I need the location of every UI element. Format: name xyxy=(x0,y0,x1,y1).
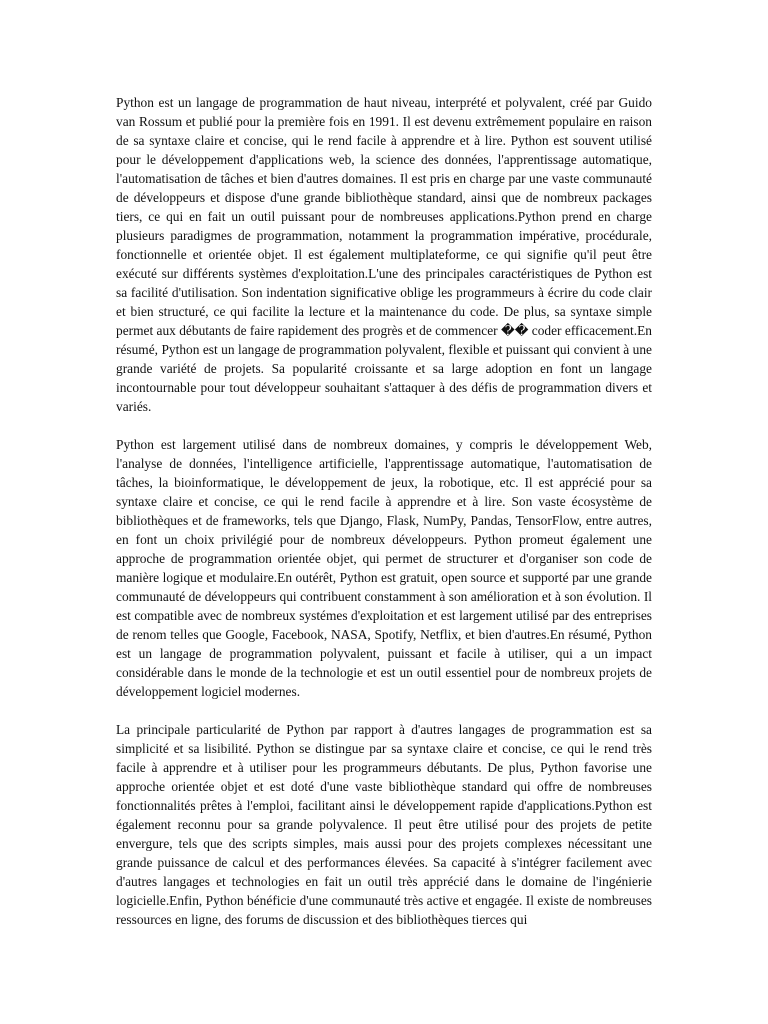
paragraph-3: La principale particularité de Python par rapport à d'autres langages de programmation est sa simplicité et sa lisibilité. Python se distingue par sa syntaxe claire et concise, ce qui le rend très facile à apprendre et à utiliser pour les programmeurs débutants. De plus, Python favorise une approche orientée objet et est doté d'une vaste bibliothèque standard qui offre de nombreuses fonctionnalités prêtes à l'emploi, facilitant ainsi le développement rapide d'applications.Python est également reconnu pour sa grande polyvalence. Il peut être utilisé pour des projets de petite envergure, tels que des scripts simples, mais aussi pour des projets complexes nécessitant une grande puissance de calcul et des performances élevées. Sa capacité à s'intégrer facilement avec d'autres langages et technologies en fait un outil très apprécié dans le domaine de l'ingénierie logicielle.Enfin, Python bénéficie d'une communauté très active et engagée. Il existe de nombreuses ressources en ligne, des forums de discussion et des bibliothèques tierces qui xyxy=(116,722,652,927)
paragraph-1: Python est un langage de programmation de haut niveau, interprété et polyvalent, créé par Guido van Rossum et publié pour la première fois en 1991. Il est devenu extrêmement populaire en raison de sa syntaxe claire et concise, qui le rend facile à apprendre et à lire. Python est souvent utilisé pour le développement d'applications web, la science des données, l'apprentissage automatique, l'automatisation de tâches et bien d'autres domaines. Il est pris en charge par une vaste communauté de développeurs et dispose d'une grande bibliothèque standard, ainsi que de nombreux packages tiers, ce qui en fait un outil puissant pour de nombreuses applications.Python prend en charge plusieurs paradigmes de programmation, notamment la programmation impérative, procédurale, fonctionnelle et orientée objet. Il est également multiplateforme, ce qui signifie qu'il peut être exécuté sur différents systèmes d'exploitation.L'une des principales caractéristiques de Python est sa facilité d'utilisation. Son indentation significative oblige les programmeurs à écrire du code clair et bien structuré, ce qui facilite la lecture et la maintenance du code. De plus, sa syntaxe simple permet aux débutants de faire rapidement des progrès et de commencer �� coder efficacement.En résumé, Python est un langage de programmation polyvalent, flexible et puissant qui convient à une grande variété de projets. Sa popularité croissante et sa large adoption en font un langage incontournable pour tout développeur souhaitant s'attaquer à des défis de programmation divers et variés. xyxy=(116,95,652,414)
paragraph-2: Python est largement utilisé dans de nombreux domaines, y compris le développement Web, l'analyse de données, l'intelligence artificielle, l'apprentissage automatique, l'automatisation de tâches, la bioinformatique, le développement de jeux, la robotique, etc. Il est apprécié pour sa syntaxe claire et concise, ce qui le rend facile à apprendre et à lire. Son vaste écosystème de bibliothèques et de frameworks, tels que Django, Flask, NumPy, Pandas, TensorFlow, entre autres, en font un choix privilégié pour de nombreux développeurs. Python promeut également une approche de programmation orientée objet, qui permet de structurer et d'organiser son code de manière logique et modulaire.En outérêt, Python est gratuit, open source et supporté par une grande communauté de développeurs qui contribuent constamment à son amélioration et à son évolution. Il est compatible avec de nombreux systémes d'exploitation et est largement utilisé par des entreprises de renom telles que Google, Facebook, NASA, Spotify, Netflix, et bien d'autres.En résumé, Python est un langage de programmation polyvalent, puissant et facile à utiliser, qui a un impact considérable dans le monde de la technologie et est un outil essentiel pour de nombreux projets de développement logiciel modernes. xyxy=(116,437,652,699)
